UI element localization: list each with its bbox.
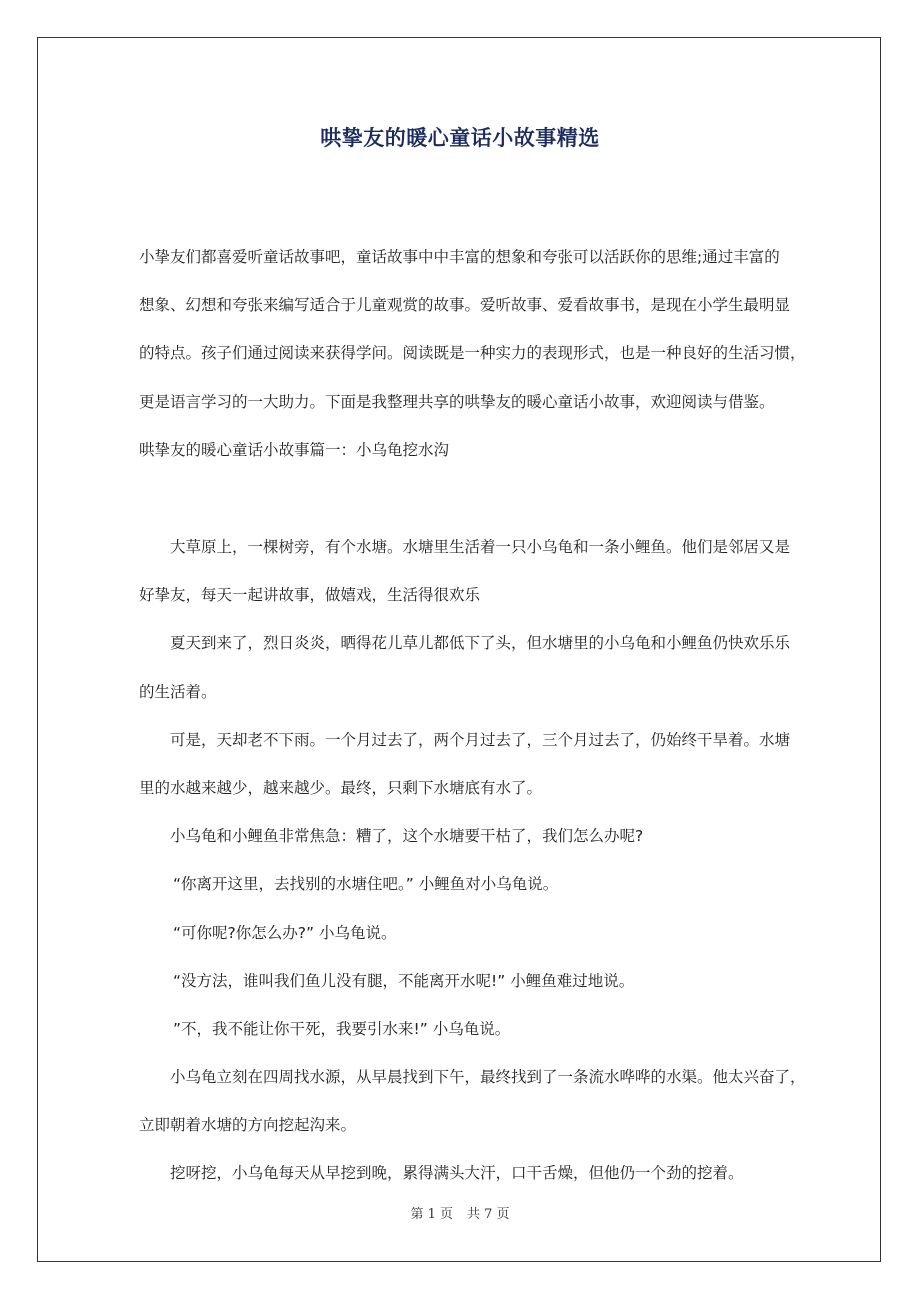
intro-line: 的特点。孩子们通过阅读来获得学问。阅读既是一种实力的表现形式，也是一种良好的生活习惯， [139,344,806,363]
story-line: 大草原上，一棵树旁，有个水塘。水塘里生活着一只小乌龟和一条小鲤鱼。他们是邻居又是 [170,538,791,556]
dialogue-line: “没方法，谁叫我们鱼儿没有腿，不能离开水呢!” 小鲤鱼难过地说。 [173,971,635,990]
story-line: 立即朝着水塘的方向挖起沟来。 [139,1116,357,1135]
intro-line: 更是语言学习的一大助力。下面是我整理共享的哄挚友的暖心童话小故事，欢迎阅读与借鉴。 [139,392,775,411]
intro-line: 小挚友们都喜爱听童话故事吧，童话故事中中丰富的想象和夸张可以活跃你的思维;通过丰富的 [139,248,780,266]
dialogue-line: “你离开这里，去找别的水塘住吧。” 小鲤鱼对小乌龟说。 [173,875,559,894]
page-number-total: 共 7 页 [467,1207,510,1222]
page-number-current: 第 1 页 [410,1207,453,1222]
story-line: 好挚友，每天一起讲故事，做嬉戏，生活得很欢乐 [139,586,481,605]
story-line: 小乌龟和小鲤鱼非常焦急：糟了，这个水塘要干枯了，我们怎么办呢? [170,827,644,846]
document-title: 哄挚友的暖心童话小故事精选 [320,126,600,150]
intro-line: 想象、幻想和夸张来编写适合于儿童观赏的故事。爱听故事、爱看故事书，是现在小学生最明显 [139,296,791,315]
story-body [139,523,806,1198]
intro-paragraph [139,233,806,474]
story-line: 挖呀挖，小乌龟每天从早挖到晚，累得满头大汗，口干舌燥，但他仍一个劲的挖着。 [170,1164,744,1183]
section-heading: 哄挚友的暖心童话小故事篇一：小乌龟挖水沟 [139,440,450,459]
story-line: 的生活着。 [139,682,217,701]
dialogue-line: ”不，我不能让你干死，我要引水来!” 小乌龟说。 [173,1019,511,1038]
dialogue-line: “可你呢?你怎么办?” 小乌龟说。 [173,923,397,942]
story-line: 夏天到来了，烈日炎炎，晒得花儿草儿都低下了头，但水塘里的小乌龟和小鲤鱼仍快欢乐乐 [170,634,791,653]
page-footer [0,1205,920,1225]
story-line: 可是，天却老不下雨。一个月过去了，两个月过去了，三个月过去了，仍始终干旱着。水塘 [170,730,791,749]
story-line: 小乌龟立刻在四周找水源，从早晨找到下午，最终找到了一条流水哗哗的水渠。他太兴奋了， [170,1068,806,1087]
story-line: 里的水越来越少，越来越少。最终，只剩下水塘底有水了。 [139,778,543,797]
